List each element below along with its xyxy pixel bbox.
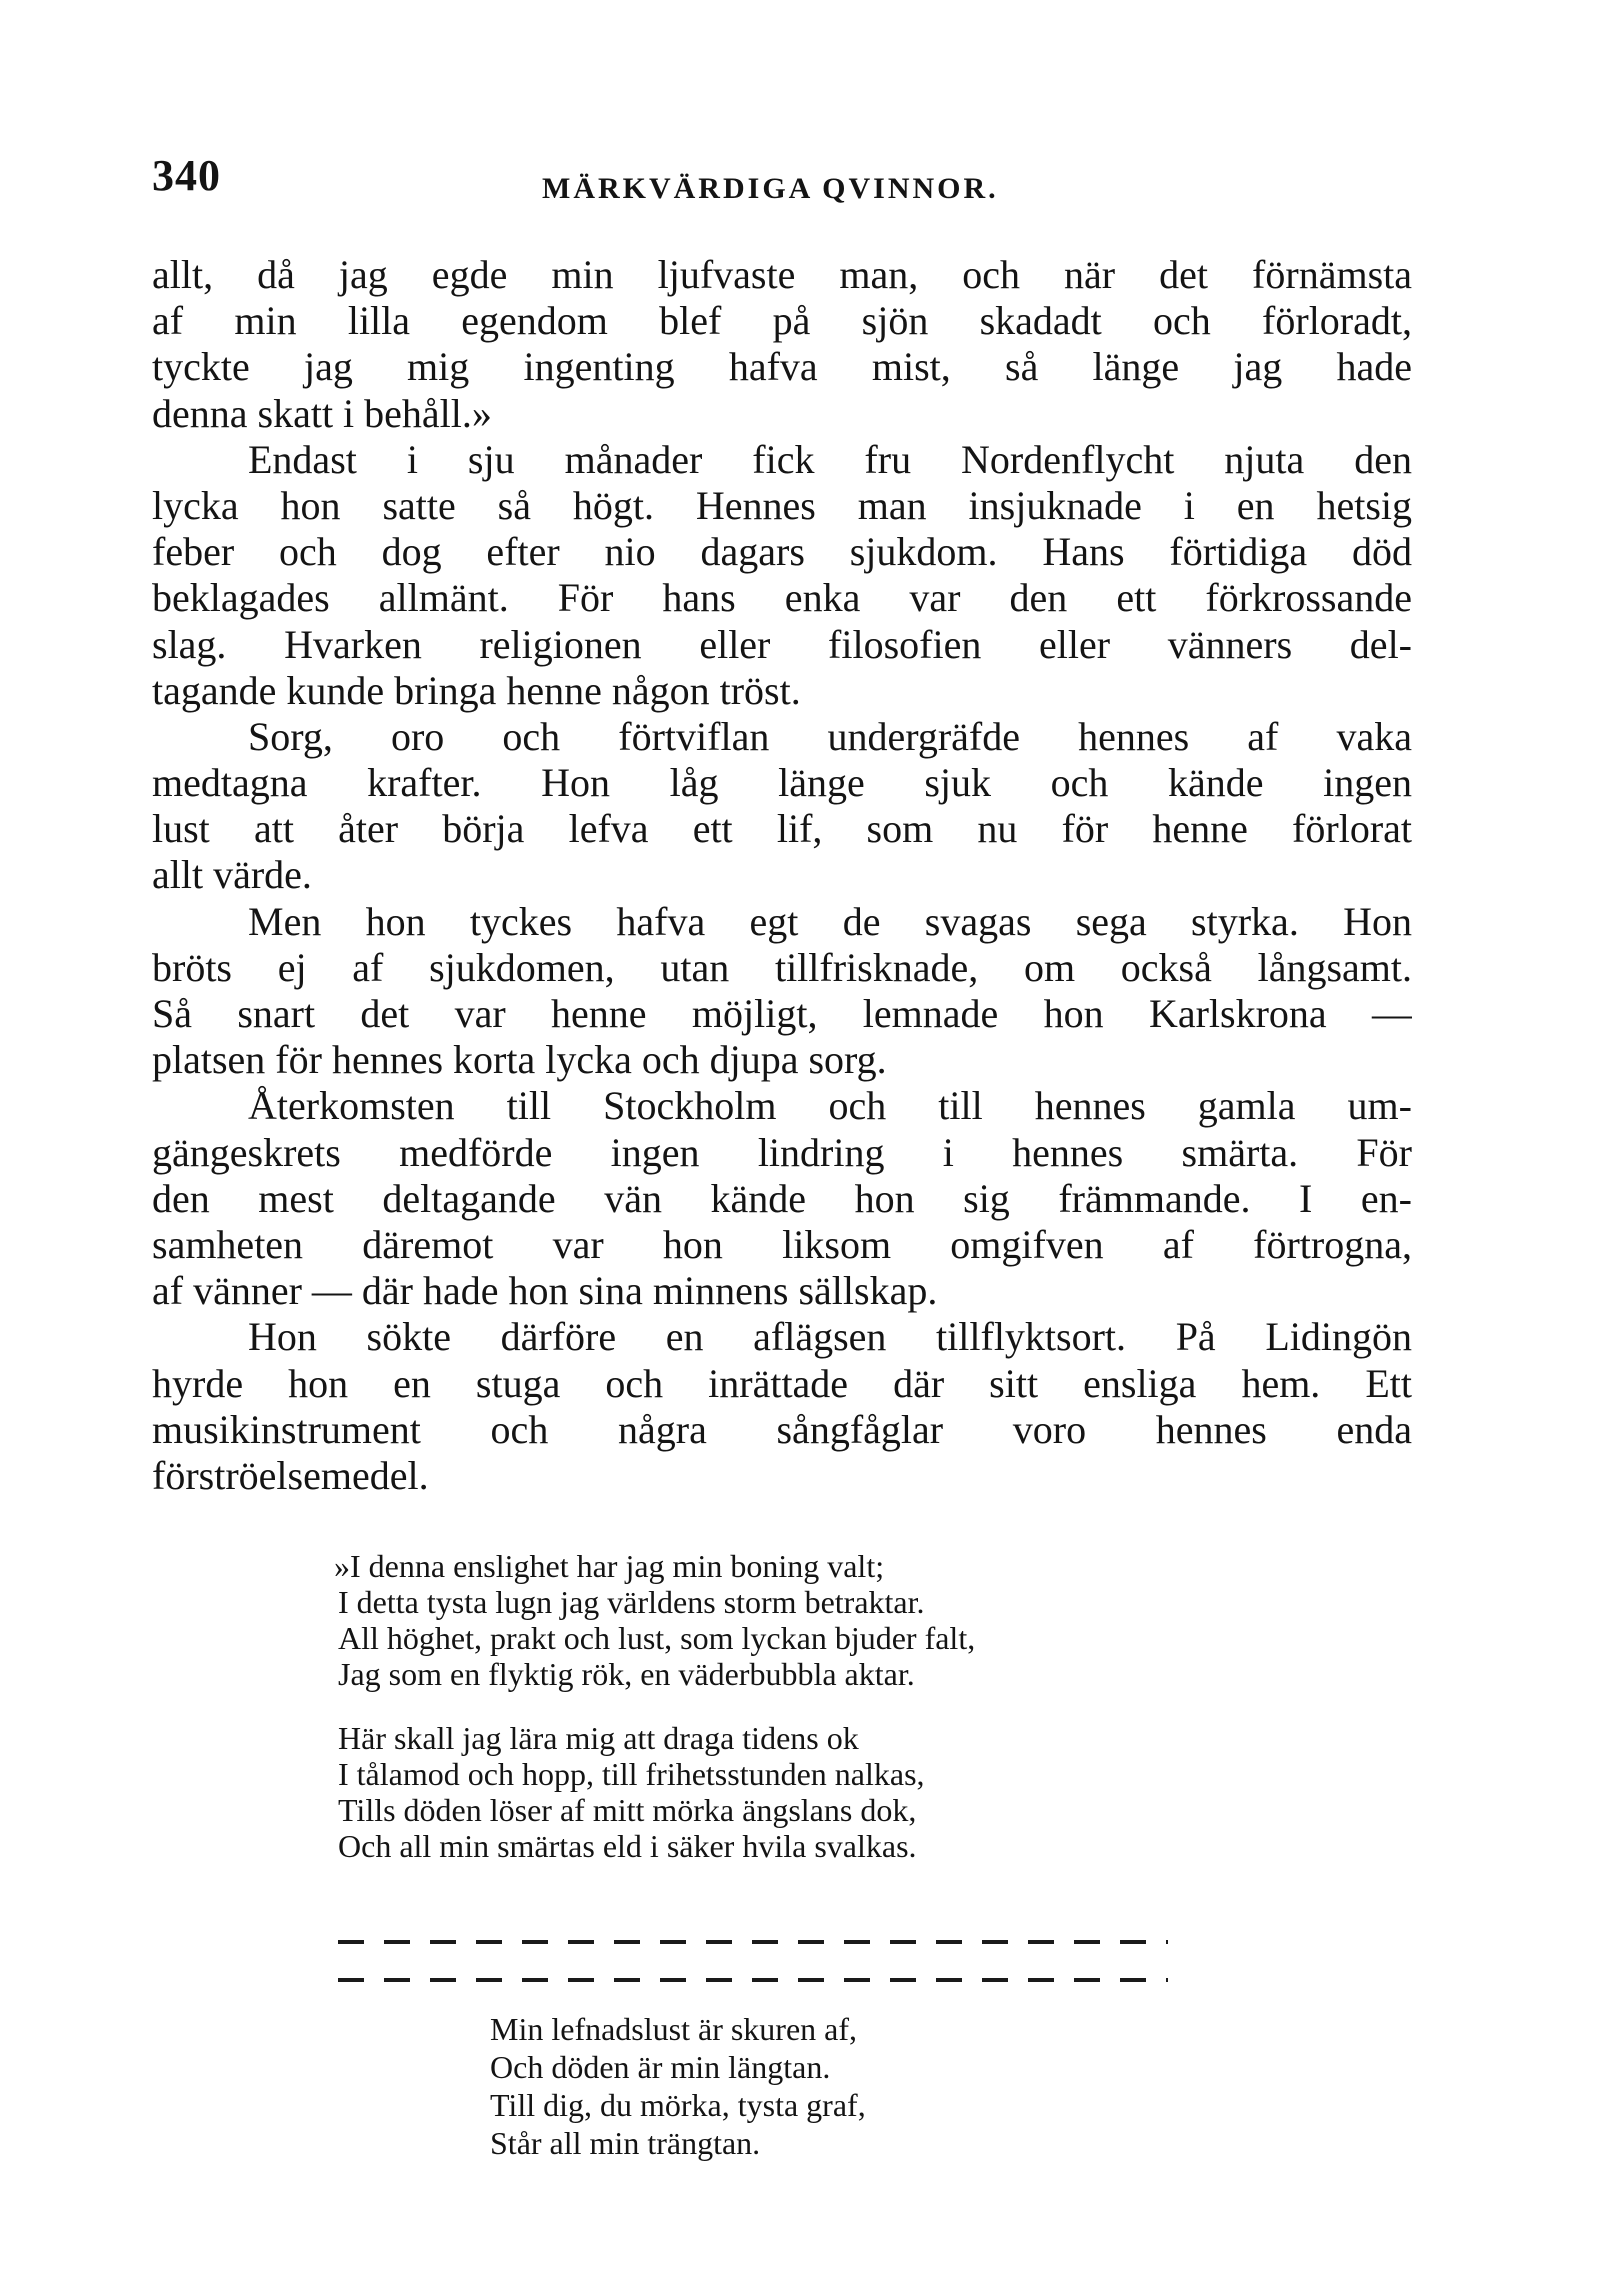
- text-line: denna skatt i behåll.»: [152, 390, 492, 436]
- text-line: af vänner — där hade hon sina minnens sällskap.: [152, 1268, 938, 1314]
- verse-line: Och all min smärtas eld i säker hvila svalkas.: [338, 1828, 917, 1864]
- verse-line: Till dig, du mörka, tysta graf,: [490, 2087, 866, 2123]
- text-line: lust att åter börja lefva ett lif, som nu för henne förlorat: [152, 806, 1412, 852]
- verse-line: Jag som en flyktig rök, en väderbubbla aktar.: [338, 1656, 915, 1692]
- poem-stanza-3: [490, 2010, 1190, 2162]
- paragraph-start: Återkomsten till Stockholm och till hennes gamla um-: [248, 1083, 1412, 1129]
- text-line: den mest deltagande vän kände hon sig främmande. I en-: [152, 1175, 1412, 1221]
- text-line: förströelsemedel.: [152, 1452, 429, 1498]
- paragraph-start: Hon sökte därföre en aflägsen tillflyktsort. På Lidingön: [248, 1314, 1412, 1360]
- text-line: af min lilla egendom blef på sjön skadadt och förloradt,: [152, 298, 1412, 344]
- page-number: 340: [152, 151, 221, 200]
- verse-line: Står all min trängtan.: [490, 2125, 761, 2161]
- paragraph-start: Men hon tyckes hafva egt de svagas sega styrka. Hon: [248, 898, 1412, 944]
- verse-line: I tålamod och hopp, till frihetsstunden nalkas,: [338, 1756, 925, 1792]
- text-line: medtagna krafter. Hon låg länge sjuk och kände ingen: [152, 760, 1412, 806]
- text-line: platsen för hennes korta lycka och djupa sorg.: [152, 1037, 887, 1083]
- text-line: gängeskrets medförde ingen lindring i hennes smärta. För: [152, 1129, 1412, 1175]
- text-line: beklagades allmänt. För hans enka var den ett förkrossande: [152, 575, 1412, 621]
- paragraph-start: Sorg, oro och förtviflan undergräfde hennes af vaka: [248, 713, 1412, 759]
- text-line: musikinstrument och några sångfåglar voro hennes enda: [152, 1406, 1412, 1452]
- text-line: samheten däremot var hon liksom omgifven af förtrogna,: [152, 1221, 1412, 1267]
- body-text: [152, 252, 1412, 1499]
- omission-dash-line: [338, 1978, 1168, 1982]
- text-line: hyrde hon en stuga och inrättade där sitt ensliga hem. Ett: [152, 1360, 1412, 1406]
- verse-line: »I denna enslighet har jag min boning valt;: [334, 1548, 885, 1584]
- page-header: [152, 150, 1412, 210]
- verse-line: All höghet, prakt och lust, som lyckan bjuder falt,: [338, 1620, 976, 1656]
- verse-line: Här skall jag lära mig att draga tidens ok: [338, 1720, 859, 1756]
- poem-stanza-2: [338, 1720, 1218, 1864]
- poem-stanza-1: [334, 1548, 1218, 1692]
- verse-line: Tills döden löser af mitt mörka ängslans dok,: [338, 1792, 917, 1828]
- text-line: slag. Hvarken religionen eller filosofien eller vänners del-: [152, 621, 1412, 667]
- paragraph-start: Endast i sju månader fick fru Nordenflycht njuta den: [248, 436, 1412, 482]
- text-line: feber och dog efter nio dagars sjukdom. Hans förtidiga död: [152, 529, 1412, 575]
- text-line: lycka hon satte så högt. Hennes man insjuknade i en hetsig: [152, 482, 1412, 528]
- running-title: MÄRKVÄRDIGA QVINNOR.: [542, 172, 999, 205]
- omission-dash-line: [338, 1940, 1168, 1944]
- verse-line: Och döden är min längtan.: [490, 2049, 831, 2085]
- verse-line: Min lefnadslust är skuren af,: [490, 2011, 858, 2047]
- text-line: allt, då jag egde min ljufvaste man, och när det förnämsta: [152, 252, 1412, 297]
- text-line: tagande kunde bringa henne någon tröst.: [152, 667, 801, 713]
- text-line: Så snart det var henne möjligt, lemnade hon Karlskrona —: [152, 991, 1412, 1036]
- text-line: allt värde.: [152, 852, 312, 898]
- text-line: tyckte jag mig ingenting hafva mist, så länge jag hade: [152, 344, 1412, 390]
- text-line: bröts ej af sjukdomen, utan tillfrisknade, om också långsamt.: [152, 944, 1412, 990]
- verse-line: I detta tysta lugn jag världens storm betraktar.: [338, 1584, 925, 1620]
